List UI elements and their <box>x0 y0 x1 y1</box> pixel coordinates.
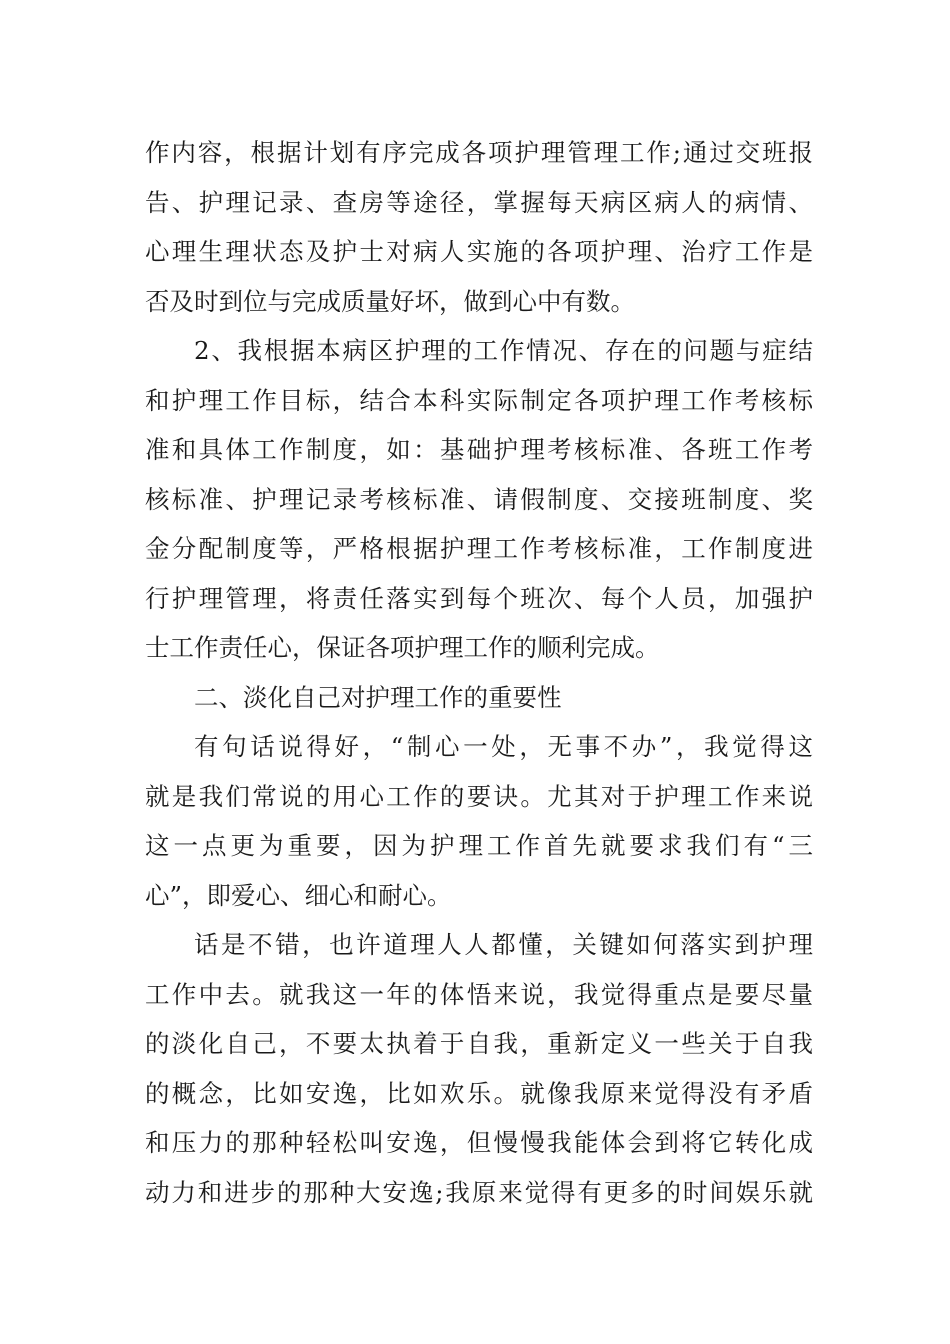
section-heading-text: 二、淡化自己对护理工作的重要性 <box>194 682 562 712</box>
text-line: 准和具体工作制度，如：基础护理考核标准、各班工作考 <box>145 435 813 464</box>
paragraph-item-2 <box>145 326 813 673</box>
document-body <box>145 128 813 1217</box>
text-line: 核标准、护理记录考核标准、请假制度、交接班制度、奖 <box>145 484 813 514</box>
text-line: 动力和进步的那种大安逸;我原来觉得有更多的时间娱乐就 <box>145 1177 813 1207</box>
text-line: 心理生理状态及护士对病人实施的各项护理、治疗工作是 <box>145 237 813 266</box>
text-line: 2、我根据本病区护理的工作情况、存在的问题与症结 <box>194 336 813 365</box>
text-line: 告、护理记录、查房等途径，掌握每天病区病人的病情、 <box>145 187 813 217</box>
paragraph-quote <box>145 722 813 920</box>
section-heading <box>145 673 813 723</box>
paragraph-reflection <box>145 920 813 1217</box>
text-line: 金分配制度等，严格根据护理工作考核标准，工作制度进 <box>145 534 813 563</box>
text-line: 有句话说得好，“制心一处，无事不办”，我觉得这 <box>194 732 813 761</box>
text-line: 的概念，比如安逸，比如欢乐。就像我原来觉得没有矛盾 <box>145 1078 813 1108</box>
text-line: 工作中去。就我这一年的体悟来说，我觉得重点是要尽量 <box>145 979 813 1009</box>
text-line: 作内容，根据计划有序完成各项护理管理工作;通过交班报 <box>145 138 813 167</box>
text-line: 这一点更为重要，因为护理工作首先就要求我们有“三 <box>145 831 813 860</box>
text-line: 和压力的那种轻松叫安逸，但慢慢我能体会到将它转化成 <box>145 1128 813 1157</box>
text-line: 话是不错，也许道理人人都懂，关键如何落实到护理 <box>194 930 813 959</box>
paragraph-continuation <box>145 128 813 326</box>
text-line: 的淡化自己，不要太执着于自我，重新定义一些关于自我 <box>145 1029 813 1058</box>
text-line: 行护理管理，将责任落实到每个班次、每个人员，加强护 <box>145 583 813 613</box>
text-line: 就是我们常说的用心工作的要诀。尤其对于护理工作来说 <box>145 781 813 811</box>
text-line: 和护理工作目标，结合本科实际制定各项护理工作考核标 <box>145 385 813 415</box>
text-line: 心”，即爱心、细心和耐心。 <box>145 880 452 910</box>
text-line: 士工作责任心，保证各项护理工作的顺利完成。 <box>145 633 660 662</box>
text-line: 否及时到位与完成质量好坏，做到心中有数。 <box>145 286 635 316</box>
